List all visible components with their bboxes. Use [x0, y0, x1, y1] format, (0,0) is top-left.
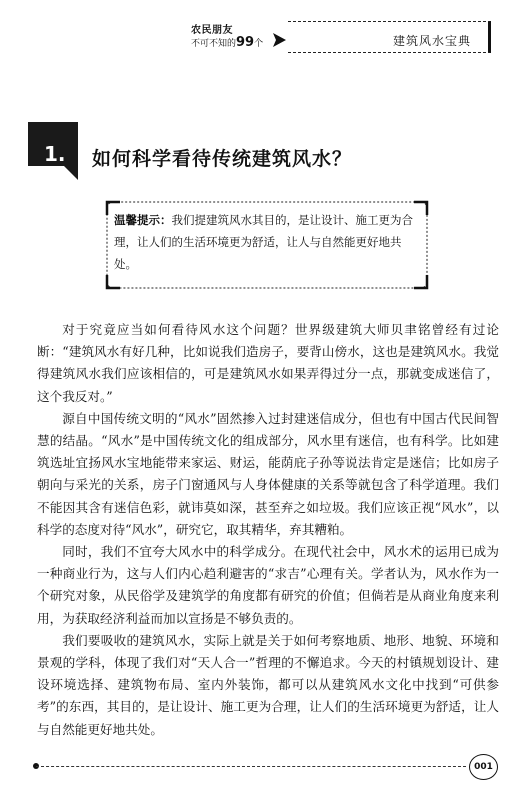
brand-suffix: 个 — [254, 39, 264, 49]
article-body — [37, 319, 499, 741]
brand-line-2 — [191, 37, 263, 50]
tip-label: 温馨提示： — [114, 213, 172, 227]
paragraph: 源自中国传统文明的“风水”固然掺入过封建迷信成分，但也有中国古代民间智慧的结晶。“风水”是中国传统文化的组成部分，风水里有迷信，也有科学。比如建筑选址宜扬风水宝地能带来家运、财运，能荫庇子孙等说法肯定是迷信；比如房子朝向与采光的关系，房子门窗通风与人身体健康的关系等就包含了科学道理。我们不能因其含有迷信色彩，就讳莫如深，甚至弃之如垃圾。我们应该正视“风水”，以科学的态度对待“风水”，研究它，取其精华，弃其糟粕。 — [37, 410, 499, 537]
brand-prefix: 不可不知的 — [191, 39, 237, 49]
section-title: 如何科学看待传统建筑风水？ — [92, 148, 353, 170]
book-title: 建筑风水宝典 — [393, 34, 472, 48]
series-brand — [191, 25, 263, 50]
page-number: 001 — [469, 754, 498, 780]
brand-line-1: 农民朋友 — [191, 25, 233, 36]
brand-number: 99 — [236, 35, 255, 50]
tip-box — [104, 199, 430, 291]
paragraph: 对于究竟应当如何看待风水这个问题？世界级建筑大师贝聿铭曾经有过论断：“建筑风水有好几种，比如说我们造房子，要背山傍水，这也是建筑风水。我觉得建筑风水我们应该相信的，可是建筑风水如果弄得过分一点，那就变成迷信了，这个我反对。” — [37, 322, 499, 404]
tip-content — [114, 209, 422, 275]
footer-rule — [36, 766, 466, 767]
paragraph: 我们要吸收的建筑风水，实际上就是关于如何考察地质、地形、地貌、环境和景观的学科，体现了我们对“天人合一”哲理的不懈追求。今天的村镇规划设计、建设环境选择、建筑物布局、室内外装饰，都可以从建筑风水文化中找到“可供参考”的东西，其目的，是让设计、施工更为合理，让人们的生活环境更为舒适，让人与自然能更好地共处。 — [37, 632, 499, 737]
arrow-right-icon — [271, 32, 287, 48]
paragraph: 同时，我们不宜夸大风水中的科学成分。在现代社会中，风水术的运用已成为一种商业行为，这与人们内心趋利避害的“求吉”心理有关。学者认为，风水作为一个研究对象，从民俗学及建筑学的角度都有研究的价值；但倘若是从商业角度来利用，为获取经济利益而加以宣扬是不够负责的。 — [37, 544, 499, 626]
tip-text: 我们提建筑风水其目的，是让设计、施工更为合理，让人们的生活环境更为舒适，让人与自然能更好地共处。 — [114, 213, 413, 271]
section-number: 1. — [44, 142, 66, 166]
